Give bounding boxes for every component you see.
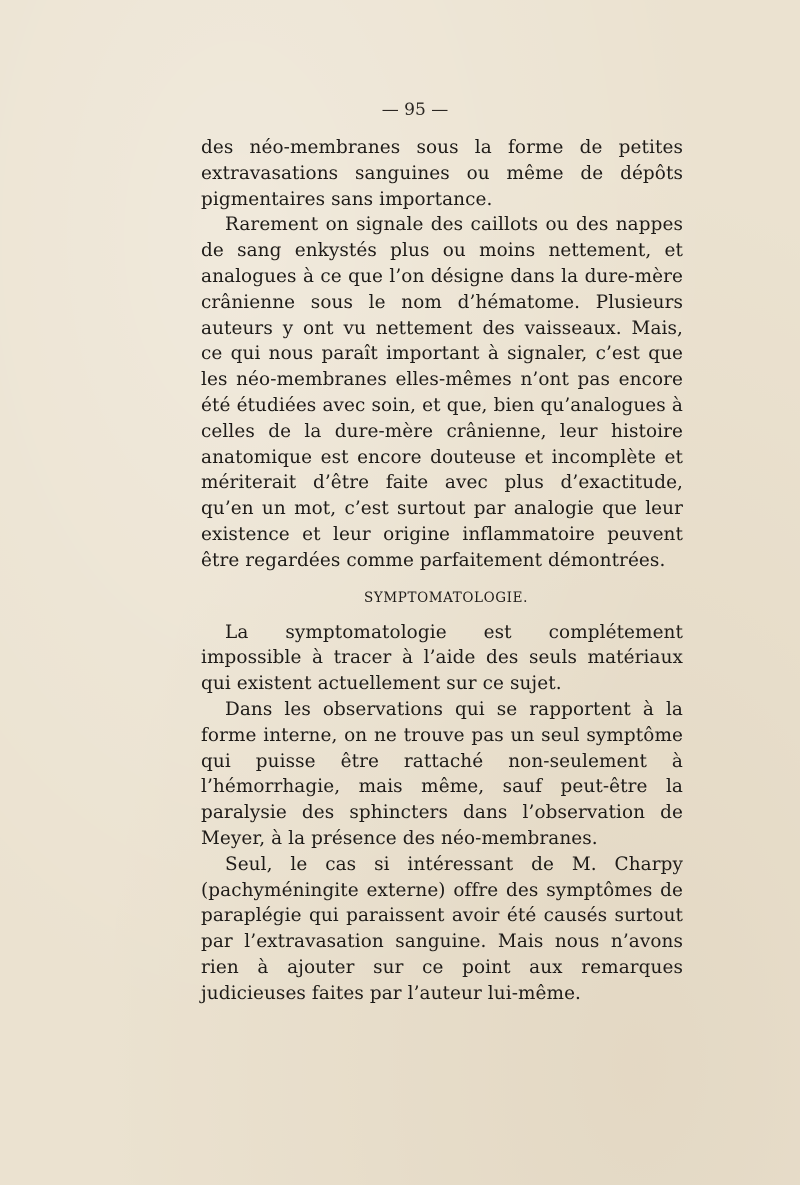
- text-body: [201, 135, 683, 1007]
- paragraph-hematome: Rarement on signale des caillots ou des nappes de sang enkystés plus ou moins nettement, et analogues à ce que l’on désigne dans la dure-mère crânienne sous le nom d’hématome. Plusieurs auteurs y ont vu nettement des vaisseaux. Mais, ce qui nous paraît important à signaler, c’est que les néo-membranes elles-mêmes n’ont pas encore été étudiées avec soin, et que, bien qu’analogues à celles de la dure-mère crânienne, leur histoire anatomique est encore douteuse et incomplète et mériterait d’être faite avec plus d’exactitude, qu’en un mot, c’est surtout par analogie que leur existence et leur origine inflammatoire peuvent être regardées comme parfaitement démontrées.: [201, 214, 683, 571]
- paragraph-symptomatologie: La symptomatologie est complétement impossible à tracer à l’aide des seuls matériaux qui existent actuellement sur ce sujet.: [201, 621, 683, 695]
- page-number: — 95 —: [381, 100, 449, 120]
- paragraph-charpy: Seul, le cas si intéressant de M. Charpy (pachyméningite externe) offre des symptômes de paraplégie qui paraissent avoir été causés surtout par l’extravasation sanguine. Mais nous n’avons rien à ajouter sur ce point aux remarques judicieuses faites par l’auteur lui-même.: [201, 853, 683, 1004]
- paragraph-forme-interne: Dans les observations qui se rapportent à la forme interne, on ne trouve pas un seul symptôme qui puisse être rattaché non-seulement à l’hémorrhagie, mais même, sauf peut-être la paralysie des sphincters dans l’observation de Meyer, à la présence des néo-membranes.: [201, 698, 683, 849]
- paragraph-continued: des néo-membranes sous la forme de petites extravasations sanguines ou même de dépôts pigmentaires sans importance.: [201, 137, 683, 210]
- section-heading: SYMPTOMATOLOGIE.: [364, 589, 528, 606]
